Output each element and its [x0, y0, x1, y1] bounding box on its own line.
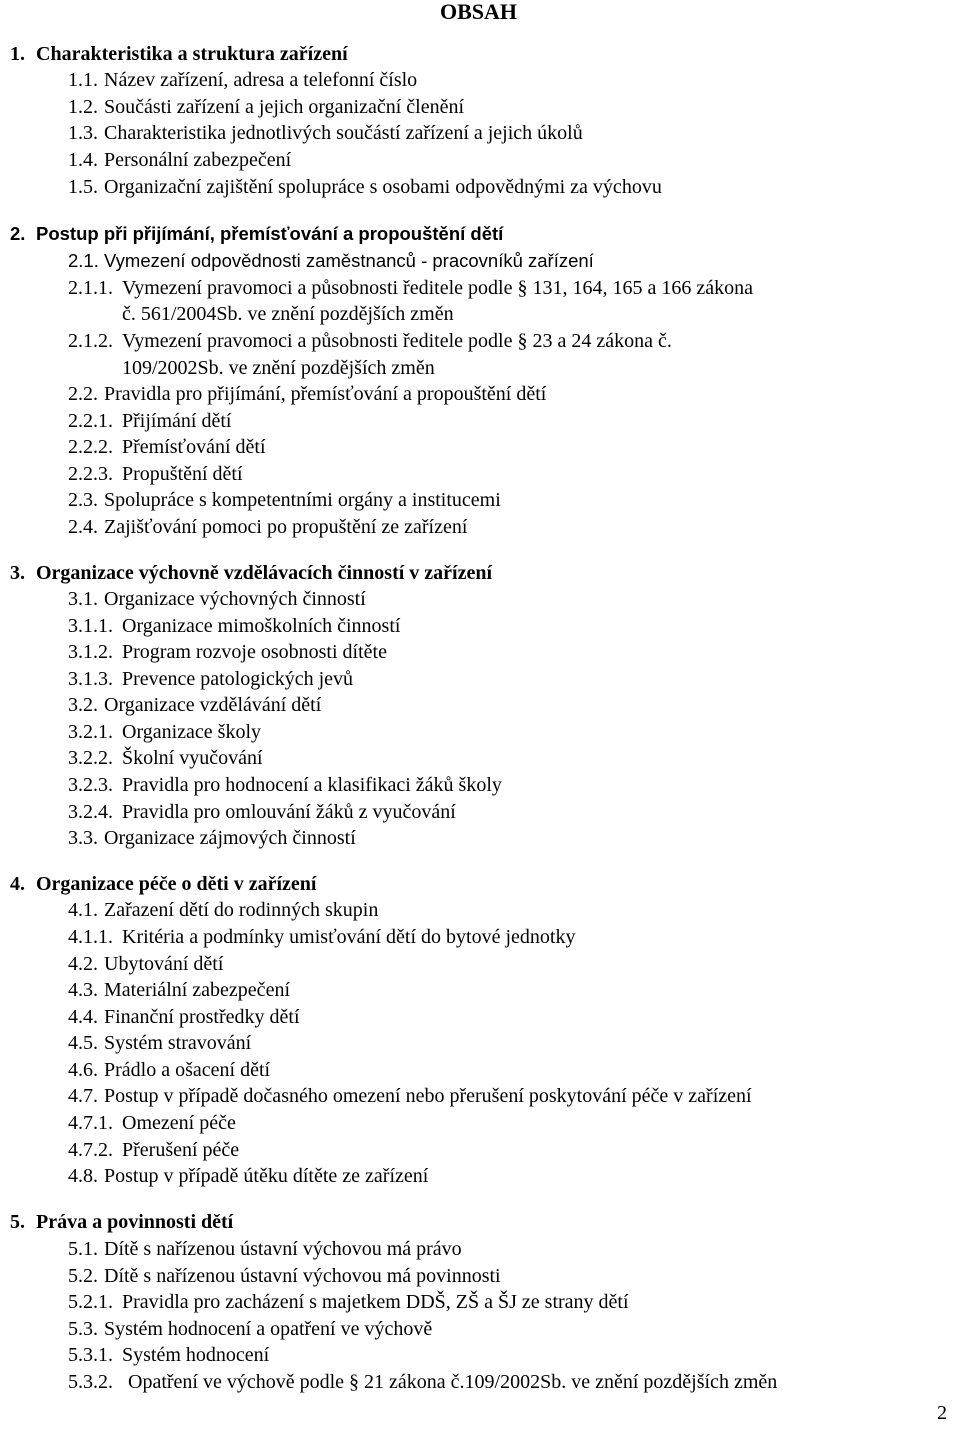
toc-entry-text: Název zařízení, adresa a telefonní číslo [104, 69, 418, 91]
page-number: 2 [937, 1402, 947, 1424]
toc-entry-number: 1.3. [68, 122, 98, 144]
toc-entry-text: 109/2002Sb. ve znění pozdějších změn [122, 357, 435, 379]
toc-entry-number: 4.7.2. [68, 1139, 113, 1161]
toc-entry-text: Charakteristika a struktura zařízení [36, 43, 348, 65]
toc-entry-number: 2.4. [68, 516, 98, 538]
toc-entry-number: 3.3. [68, 827, 98, 849]
toc-entry-text: Součásti zařízení a jejich organizační členění [104, 96, 465, 118]
toc-entry-text: Omezení péče [122, 1112, 236, 1134]
toc-entry-number: 2.1.1. [68, 277, 113, 299]
toc-entry-number: 3. [10, 562, 25, 584]
toc-entry-text: Materiální zabezpečení [104, 979, 290, 1001]
toc-entry-text: Vymezení pravomoci a působnosti ředitele podle § 131, 164, 165 a 166 zákona [122, 277, 753, 299]
toc-entry-text: Charakteristika jednotlivých součástí zařízení a jejich úkolů [104, 122, 583, 144]
toc-entry-text: Práva a povinnosti dětí [36, 1211, 234, 1233]
toc-entry-text: Dítě s nařízenou ústavní výchovou má právo [104, 1238, 462, 1260]
toc-entry-text: Organizace výchovně vzdělávacích činností v zařízení [36, 562, 493, 584]
toc-entry-text: Organizace zájmových činností [104, 827, 356, 849]
toc-entry-text: Propuštění dětí [122, 463, 243, 485]
toc-entry-text: Pravidla pro hodnocení a klasifikaci žáků školy [122, 774, 502, 796]
toc-entry-number: 4.1.1. [68, 926, 113, 948]
toc-entry-text: Organizace výchovných činností [104, 588, 366, 610]
toc-entry-text: Pravidla pro zacházení s majetkem DDŠ, ZŠ a ŠJ ze strany dětí [122, 1291, 629, 1313]
toc-entry-number: 5.1. [68, 1238, 98, 1260]
toc-entry-text: Postup při přijímání, přemísťování a propouštění dětí [36, 223, 504, 244]
toc-entry-number: 4.7.1. [68, 1112, 113, 1134]
toc-entry-text: Zajišťování pomoci po propuštění ze zařízení [104, 516, 468, 538]
toc-entry-text: Organizace vzdělávání dětí [104, 694, 322, 716]
toc-entry-number: 3.2.2. [68, 747, 113, 769]
toc-entry-number: 2.2.3. [68, 463, 113, 485]
toc-entry-number: 2.1. [68, 250, 99, 271]
toc-entry-text: Pravidla pro přijímání, přemísťování a propouštění dětí [104, 383, 547, 405]
toc-entry-number: 3.1. [68, 588, 98, 610]
toc-entry-number: 4.3. [68, 979, 98, 1001]
toc-entry-number: 2.1.2. [68, 330, 113, 352]
toc-entry-text: Systém hodnocení a opatření ve výchově [104, 1318, 433, 1340]
toc-entry-number: 1.4. [68, 149, 98, 171]
toc-entry-number: 5.3.1. [68, 1344, 113, 1366]
toc-entry-number: 2.2.2. [68, 436, 113, 458]
toc-entry-number: 4.4. [68, 1006, 98, 1028]
toc-entry-text: Systém stravování [104, 1032, 252, 1054]
toc-entry-text: Spolupráce s kompetentními orgány a institucemi [104, 489, 501, 511]
toc-entry-text: Přijímání dětí [122, 410, 232, 432]
toc-entry-number: 1.2. [68, 96, 98, 118]
toc-entry-text: Personální zabezpečení [104, 149, 292, 171]
toc-entry-text: Postup v případě útěku dítěte ze zařízení [104, 1165, 429, 1187]
toc-entry-text: Pravidla pro omlouvání žáků z vyučování [122, 801, 456, 823]
toc-entry-number: 3.2. [68, 694, 98, 716]
toc-entry-number: 4.8. [68, 1165, 98, 1187]
toc-entry-number: 1.5. [68, 176, 98, 198]
toc-entry-text: Kritéria a podmínky umisťování dětí do bytové jednotky [122, 926, 576, 948]
toc-entry-text: Prádlo a ošacení dětí [104, 1059, 271, 1081]
page-title: OBSAH [440, 0, 518, 24]
toc-entry-text: Vymezení odpovědnosti zaměstnanců - pracovníků zařízení [104, 250, 594, 271]
toc-entry-text: Systém hodnocení [122, 1344, 270, 1366]
toc-entry-number: 4.7. [68, 1085, 98, 1107]
toc-entry-number: 4.6. [68, 1059, 98, 1081]
toc-entry-number: 4. [10, 873, 25, 895]
toc-entry-text: Organizace péče o děti v zařízení [36, 873, 317, 895]
toc-entry-number: 4.5. [68, 1032, 98, 1054]
toc-entry-number: 1.1. [68, 69, 98, 91]
toc-entry-number: 5.2. [68, 1265, 98, 1287]
toc-entry-number: 4.1. [68, 899, 98, 921]
toc-entry-number: 3.1.2. [68, 641, 113, 663]
toc-entry-number: 4.2. [68, 953, 98, 975]
toc-entry-text: Školní vyučování [122, 747, 263, 769]
toc-entry-number: 5.3. [68, 1318, 98, 1340]
toc-entry-text: Finanční prostředky dětí [104, 1006, 300, 1028]
toc-entry-number: 3.1.1. [68, 615, 113, 637]
toc-entry-text: Organizace mimoškolních činností [122, 615, 401, 637]
toc-entry-number: 5.2.1. [68, 1291, 113, 1313]
toc-entry-text: Prevence patologických jevů [122, 668, 354, 690]
toc-entry-number: 3.1.3. [68, 668, 113, 690]
toc-entry-number: 2. [10, 223, 26, 244]
toc-entry-number: 2.2. [68, 383, 98, 405]
toc-entry-number: 3.2.3. [68, 774, 113, 796]
toc-entry-text: Program rozvoje osobnosti dítěte [122, 641, 387, 663]
toc-entry-number: 1. [10, 43, 25, 65]
toc-entry-text: Opatření ve výchově podle § 21 zákona č.109/2002Sb. ve znění pozdějších změn [128, 1371, 778, 1393]
toc-entry-text: Ubytování dětí [104, 953, 224, 975]
toc-entry-text: Organizace školy [122, 721, 262, 743]
toc-entry-number: 5.3.2. [68, 1371, 113, 1393]
toc-entry-text: Přerušení péče [122, 1139, 240, 1161]
toc-entry-number: 5. [10, 1211, 25, 1233]
toc-entry-text: Postup v případě dočasného omezení nebo přerušení poskytování péče v zařízení [104, 1085, 752, 1107]
toc-entry-text: č. 561/2004Sb. ve znění pozdějších změn [122, 303, 454, 325]
toc-entry-text: Vymezení pravomoci a působnosti ředitele podle § 23 a 24 zákona č. [122, 330, 672, 352]
toc-entry-number: 2.3. [68, 489, 98, 511]
toc-entry-text: Zařazení dětí do rodinných skupin [104, 899, 379, 921]
toc-entry-text: Organizační zajištění spolupráce s osobami odpovědnými za výchovu [104, 176, 662, 198]
toc-entry-text: Přemísťování dětí [122, 436, 266, 458]
toc-entry-number: 3.2.4. [68, 801, 113, 823]
toc-entry-text: Dítě s nařízenou ústavní výchovou má povinnosti [104, 1265, 501, 1287]
toc-entry-number: 2.2.1. [68, 410, 113, 432]
toc-entry-number: 3.2.1. [68, 721, 113, 743]
